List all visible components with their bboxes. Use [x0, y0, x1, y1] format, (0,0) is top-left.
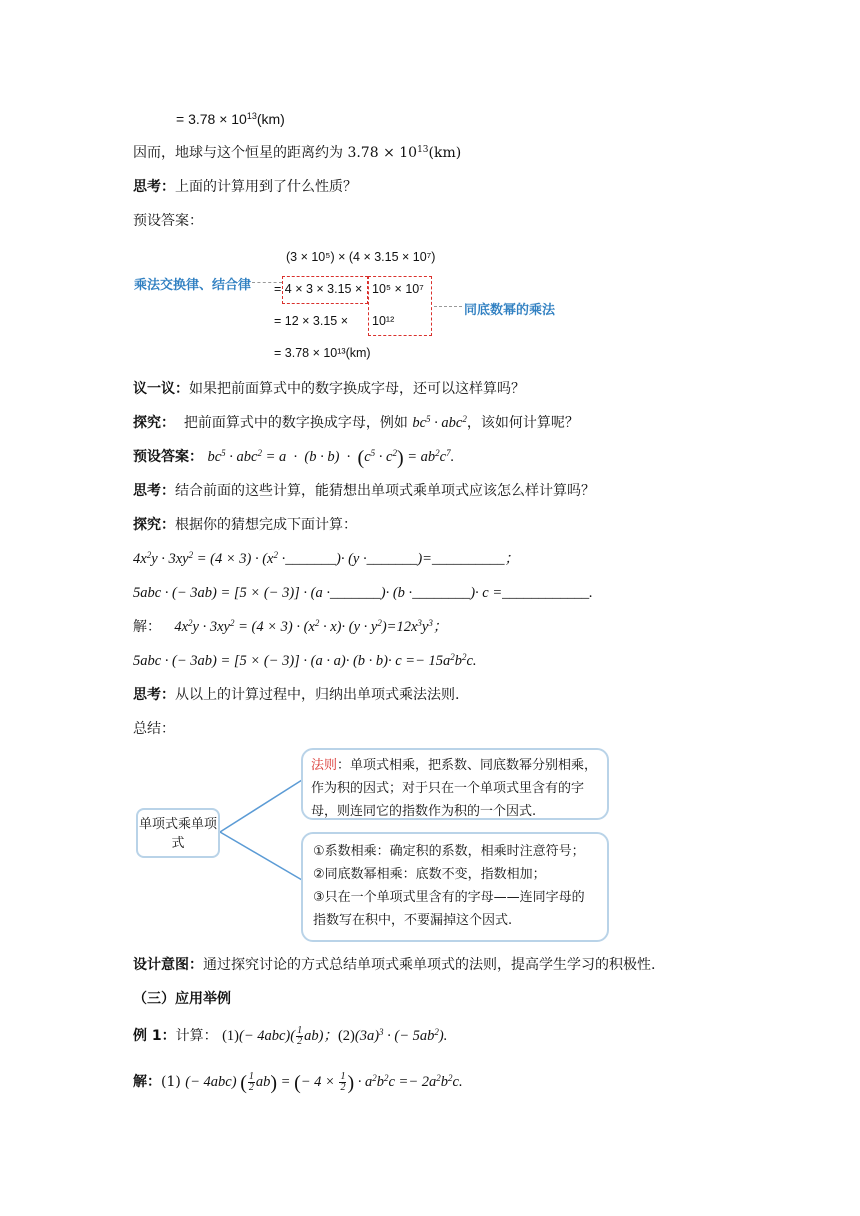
calc-row-4: = 3.78 × 10¹³(km)	[274, 346, 371, 360]
think-text: 上面的计算用到了什么性质？	[175, 179, 357, 195]
exercise-a-formula: $4x^2y \cdot 3xy^2 = (4 \times 3) \cdot (x^2$ ·_______)· (y ·_______)=__________；	[133, 550, 519, 567]
dashed-box-coefficients	[282, 276, 368, 304]
solution-b	[133, 652, 477, 670]
preset-answer-label: 预设答案：	[133, 213, 203, 229]
summary-label: 总结：	[133, 721, 175, 737]
example-1-formula: (1)(− 4abc)( $\frac{1}{2}$ ab)；$(2)(3a)^3$ · (− $5ab^2$).	[222, 1025, 448, 1047]
calc-row-2-right: 10⁵ × 10⁷	[372, 282, 424, 296]
explore-line-1	[133, 414, 579, 432]
example-expression: $bc^5 \cdot abc^2$	[412, 414, 467, 431]
solution-a-formula: $4x^2y \cdot 3xy^2 = (4 \times 3) \cdot (x^2 \cdot x)\cdot (y \cdot y^2)=12x^3y^3$；	[174, 618, 448, 635]
calc-row-2-left: = 4 × 3 × 3.15 ×	[274, 282, 363, 296]
solution-label: 解：	[133, 619, 161, 635]
step-item: ②同底数幂相乘：底数不变，指数相加；	[313, 867, 546, 882]
example-1	[133, 1026, 447, 1047]
rule-box	[301, 748, 609, 820]
exercise-b	[133, 584, 593, 602]
conclusion-line	[133, 144, 461, 162]
explore-tail: ，该如何计算呢？	[466, 415, 579, 431]
section-heading: （三）应用举例	[133, 991, 231, 1007]
step-item: ③只在一个单项式里含有的字母——连同字母的指数写在积中，不要漏掉这个因式.	[313, 890, 585, 928]
solution2-part: (1)	[161, 1073, 181, 1090]
label-same-base-powers: 同底数幂的乘法	[464, 303, 556, 318]
explore-label: 探究：	[133, 415, 175, 431]
preset-answer-2	[133, 448, 454, 467]
result-unit: (km)	[256, 111, 285, 127]
design-text: 通过探究讨论的方式总结单项式乘单项式的法则，提高学生学习的积极性.	[203, 957, 656, 973]
explore-line-2	[133, 516, 357, 534]
mindmap-root: 单项式乘单项式	[136, 808, 220, 858]
solution-b-formula: 5abc · (− 3ab) = [5 × (− $3)] \cdot (a \cdot a)\cdot (b \cdot b)\cdot c =- 15a^2b^2c$.	[133, 652, 477, 669]
solution-a	[133, 618, 447, 636]
steps-box	[301, 832, 609, 942]
example-text: 计算：	[175, 1027, 218, 1044]
rule-body: ：单项式相乘，把系数、同底数幂分别相乘，作为积的因式；对于只在一个单项式里含有的字母，则连同它的指数作为积的一个因式.	[311, 758, 598, 819]
explore-text: 把前面算式中的数字换成字母，例如	[183, 415, 408, 431]
design-label: 设计意图：	[133, 957, 203, 973]
explore2-text: 根据你的猜想完成下面计算：	[175, 517, 357, 533]
think3-label: 思考：	[133, 687, 175, 703]
solution2-label: 解：	[133, 1073, 161, 1090]
design-intent	[133, 956, 655, 974]
annotated-calculation-figure	[0, 240, 860, 370]
think2-text: 结合前面的这些计算，能猜想出单项式乘单项式应该怎么样计算吗？	[175, 483, 595, 499]
conclusion-exponent: 13	[417, 145, 429, 155]
think3-text: 从以上的计算过程中，归纳出单项式乘法法则.	[175, 687, 460, 703]
exercise-a	[133, 550, 519, 568]
think2-label: 思考：	[133, 483, 175, 499]
step-item: ①系数相乘：确定积的系数，相乘时注意符号；	[313, 844, 585, 859]
preset-answer-2-label: 预设答案：	[133, 449, 203, 465]
think-label: 思考：	[133, 179, 175, 195]
discuss-label: 议一议：	[133, 381, 189, 397]
preset-answer-2-formula: $bc^5 \cdot abc^2 = a \cdot (b \cdot b) \cdot (c^5 \cdot c^2) = ab^2c^7$.	[207, 447, 455, 469]
exercise-b-formula: 5abc · (− 3ab) = [5 × (− 3)] · (a ·_______)· (b ·________)· c =____________.	[133, 585, 593, 601]
think-question-2	[133, 482, 595, 500]
example-1-solution-formula: (− 4abc) ( $\frac{1}{2}$ ab) = (− 4 × $\frac{1}{2}$ ) · $a^2b^2c =- 2a^2b^2c$.	[185, 1071, 463, 1094]
conclusion-unit: (km)	[428, 145, 462, 161]
conclusion-text: 因而，地球与这个恒星的距离约为 3.78 × 10	[133, 145, 418, 161]
calc-row-3-left: = 12 × 3.15 ×	[274, 314, 349, 328]
calc-row-3-right: 10¹²	[372, 314, 395, 328]
think-question-1	[133, 178, 357, 196]
calc-row-1: (3 × 10⁵) × (4 × 3.15 × 10⁷)	[286, 250, 436, 264]
result-line	[176, 110, 285, 128]
label-commutative-associative: 乘法交换律、结合律	[134, 278, 252, 293]
leader-line-right	[434, 306, 462, 307]
discuss-line	[133, 380, 525, 398]
think-question-3	[133, 686, 459, 704]
example-1-solution	[133, 1072, 463, 1093]
discuss-text: 如果把前面算式中的数字换成字母，还可以这样算吗？	[189, 381, 525, 397]
result-value: = 3.78 × 10	[176, 111, 247, 127]
result-exponent: 13	[246, 111, 257, 121]
rule-title: 法则	[311, 758, 338, 773]
explore2-label: 探究：	[133, 517, 175, 533]
summary-mindmap	[0, 740, 860, 950]
example-label: 例 1：	[133, 1027, 176, 1044]
